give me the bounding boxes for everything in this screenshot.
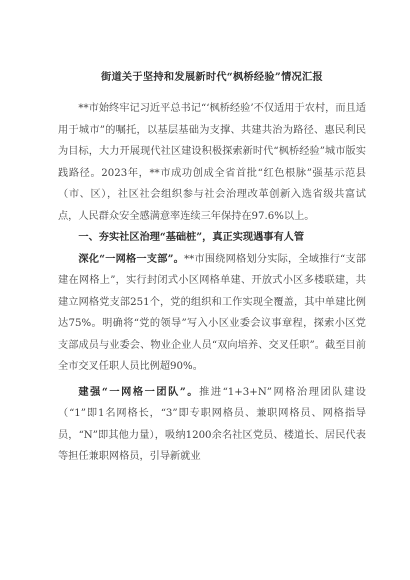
section-heading-1: 一、夯实社区治理“基础桩”，真正实现遇事有人管	[78, 231, 305, 243]
paragraph-1-lead: 深化“一网格一支部”。	[78, 252, 185, 265]
paragraph-1	[58, 249, 366, 378]
paragraph-2-lead: 建强“一网格一团队”。	[78, 385, 200, 398]
document-title: 街道关于坚持和发展新时代“枫桥经验”情况汇报	[100, 71, 324, 83]
paragraph-2-body: 推进“1+3+N”网格治理团队建设（“1”即1名网格长，“3”即专职网格员、兼职网格员、网格指导员，“N”即其他力量），吸纳1200余名社区党员、楼道长、居民代表等担任兼职网格员，引导新就业	[58, 386, 366, 462]
paragraph-1-body: **市围绕网格划分实际，全域推行“支部建在网格上”，实行封闭式小区网格单建、开放式小区多楼联建，共建立网格党支部251个，党的组织和工作实现全覆盖，其中单建比例达75%。明确将“党的领导”写入小区业委会议事章程，探索小区党支部成员与业委会、物业企业人员“双向培养、交叉任职”。截至目前全市交叉任职人员比例超90%。	[58, 253, 366, 372]
paragraph-2	[58, 382, 366, 468]
intro-paragraph: **市始终牢记习近平总书记“‘枫桥经验’不仅适用于农村，而且适用于城市”的嘱托，以基层基础为支撑、共建共治为路径、惠民利民为目标，大力开展现代社区建设积极探索新时代“枫桥经验”城市版实践路径。2023年，**市成功创成全省首批“红色根脉”强基示范县（市、区），社区社会组织参与社会治理改革创新入选省级共富试点，人民群众安全感满意率连续三年保持在97.6%以上。	[58, 103, 366, 222]
